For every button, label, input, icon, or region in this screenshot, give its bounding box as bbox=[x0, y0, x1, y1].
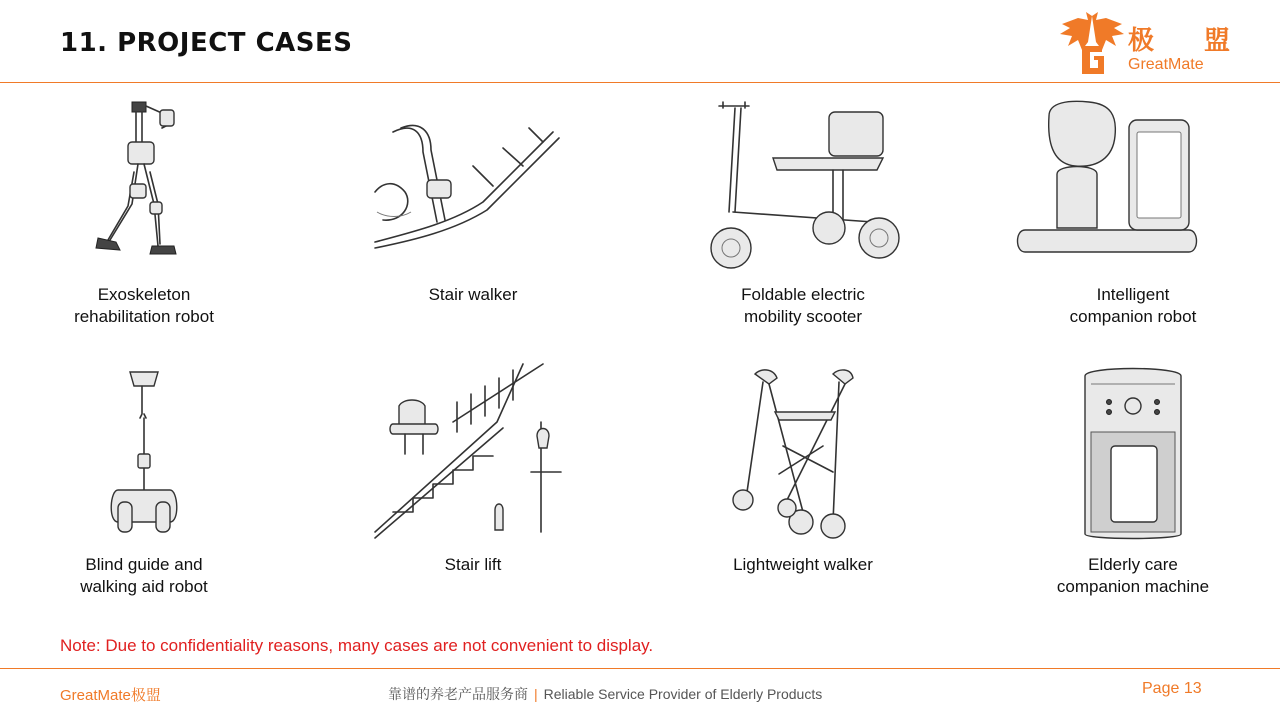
case-label: Exoskeleton rehabilitation robot bbox=[74, 285, 214, 326]
case-card-exoskeleton bbox=[24, 92, 264, 328]
stair-walker-icon bbox=[353, 92, 593, 272]
page-title: 11. PROJECT CASES bbox=[60, 28, 353, 58]
confidentiality-note: Note: Due to confidentiality reasons, many cases are not convenient to display. bbox=[60, 636, 654, 655]
exoskeleton-icon bbox=[24, 92, 264, 272]
case-card-care-machine bbox=[1013, 362, 1253, 598]
footer-separator: | bbox=[534, 686, 538, 702]
case-card-stair-lift bbox=[353, 362, 593, 576]
case-card-stair-walker bbox=[353, 92, 593, 306]
walker-icon bbox=[683, 362, 923, 542]
logo-cn-right: 盟 bbox=[1203, 26, 1232, 56]
case-card-walker bbox=[683, 362, 923, 576]
care-machine-icon bbox=[1013, 362, 1253, 542]
case-card-blind-guide bbox=[24, 362, 264, 598]
eagle-logo-icon bbox=[1058, 10, 1126, 76]
case-label: Intelligent companion robot bbox=[1069, 285, 1197, 326]
case-label: Stair lift bbox=[444, 555, 502, 574]
case-card-companion-robot bbox=[1013, 92, 1253, 328]
footer-brand: GreatMate极盟 bbox=[60, 687, 161, 704]
case-card-scooter bbox=[683, 92, 923, 328]
footer-slogan bbox=[388, 684, 822, 704]
case-label: Elderly care companion machine bbox=[1056, 555, 1210, 596]
footer-slogan-en: Reliable Service Provider of Elderly Products bbox=[543, 686, 823, 702]
greatmate-logo bbox=[1058, 10, 1238, 78]
page-number: Page 13 bbox=[1142, 680, 1202, 697]
case-label: Blind guide and walking aid robot bbox=[80, 555, 208, 596]
blind-guide-robot-icon bbox=[24, 362, 264, 542]
companion-robot-icon bbox=[1013, 92, 1253, 272]
stair-lift-icon bbox=[353, 362, 593, 542]
case-label: Foldable electric mobility scooter bbox=[741, 285, 865, 326]
footer-divider bbox=[0, 668, 1280, 669]
logo-cn-left: 极 bbox=[1128, 26, 1157, 56]
footer-slogan-cn: 靠谱的养老产品服务商 bbox=[388, 686, 528, 702]
header-divider bbox=[0, 82, 1280, 83]
logo-text: GreatMate bbox=[1128, 56, 1204, 73]
scooter-icon bbox=[683, 92, 923, 272]
case-label: Stair walker bbox=[428, 285, 518, 304]
case-label: Lightweight walker bbox=[733, 555, 873, 574]
